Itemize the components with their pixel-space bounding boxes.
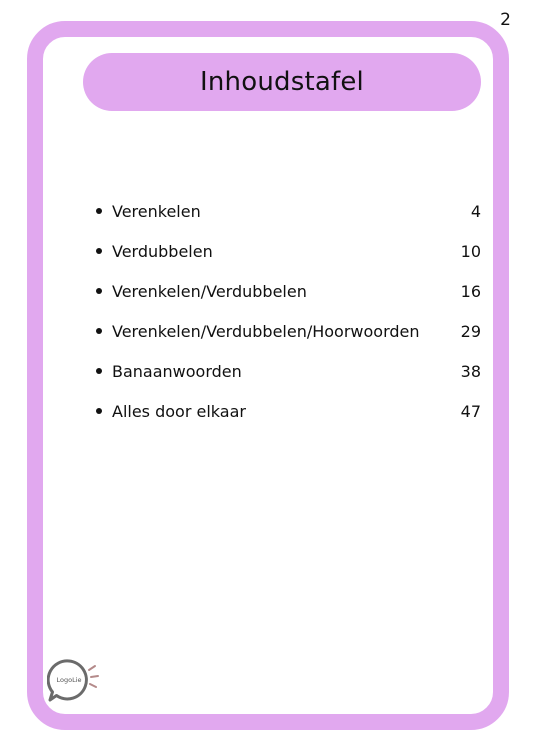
toc-item-label: Verenkelen/Verdubbelen/Hoorwoorden <box>112 321 420 341</box>
bullet-icon <box>96 288 102 294</box>
toc-item-verenkelen-verdubbelen <box>83 271 481 311</box>
logo-dash-icon <box>90 684 96 687</box>
bullet-icon <box>96 368 102 374</box>
toc-item-label: Verdubbelen <box>112 241 213 261</box>
toc-item-label: Alles door elkaar <box>112 401 246 421</box>
logo-dash-icon <box>89 666 95 670</box>
logo-dash-icon <box>91 676 98 677</box>
table-of-contents <box>83 191 481 431</box>
logolie-logo <box>47 658 101 704</box>
bullet-icon <box>96 408 102 414</box>
title-banner <box>83 53 481 111</box>
toc-item-verenkelen-verdubbelen-hoorwoorden <box>83 311 481 351</box>
toc-item-page: 4 <box>470 201 481 221</box>
page-title: Inhoudstafel <box>200 67 364 97</box>
toc-item-alles-door-elkaar <box>83 391 481 431</box>
toc-item-page: 16 <box>460 281 481 301</box>
toc-item-page: 10 <box>460 241 481 261</box>
page-number: 2 <box>500 10 511 30</box>
toc-item-label: Verenkelen <box>112 201 201 221</box>
bullet-icon <box>96 248 102 254</box>
toc-item-banaanwoorden <box>83 351 481 391</box>
toc-item-verenkelen <box>83 191 481 231</box>
toc-item-label: Banaanwoorden <box>112 361 242 381</box>
bullet-icon <box>96 328 102 334</box>
logo-text: LogoLie <box>56 676 82 684</box>
toc-item-label: Verenkelen/Verdubbelen <box>112 281 307 301</box>
toc-item-page: 29 <box>460 321 481 341</box>
toc-item-page: 47 <box>460 401 481 421</box>
toc-item-page: 38 <box>460 361 481 381</box>
toc-item-verdubbelen <box>83 231 481 271</box>
page-frame <box>27 21 509 730</box>
bullet-icon <box>96 208 102 214</box>
